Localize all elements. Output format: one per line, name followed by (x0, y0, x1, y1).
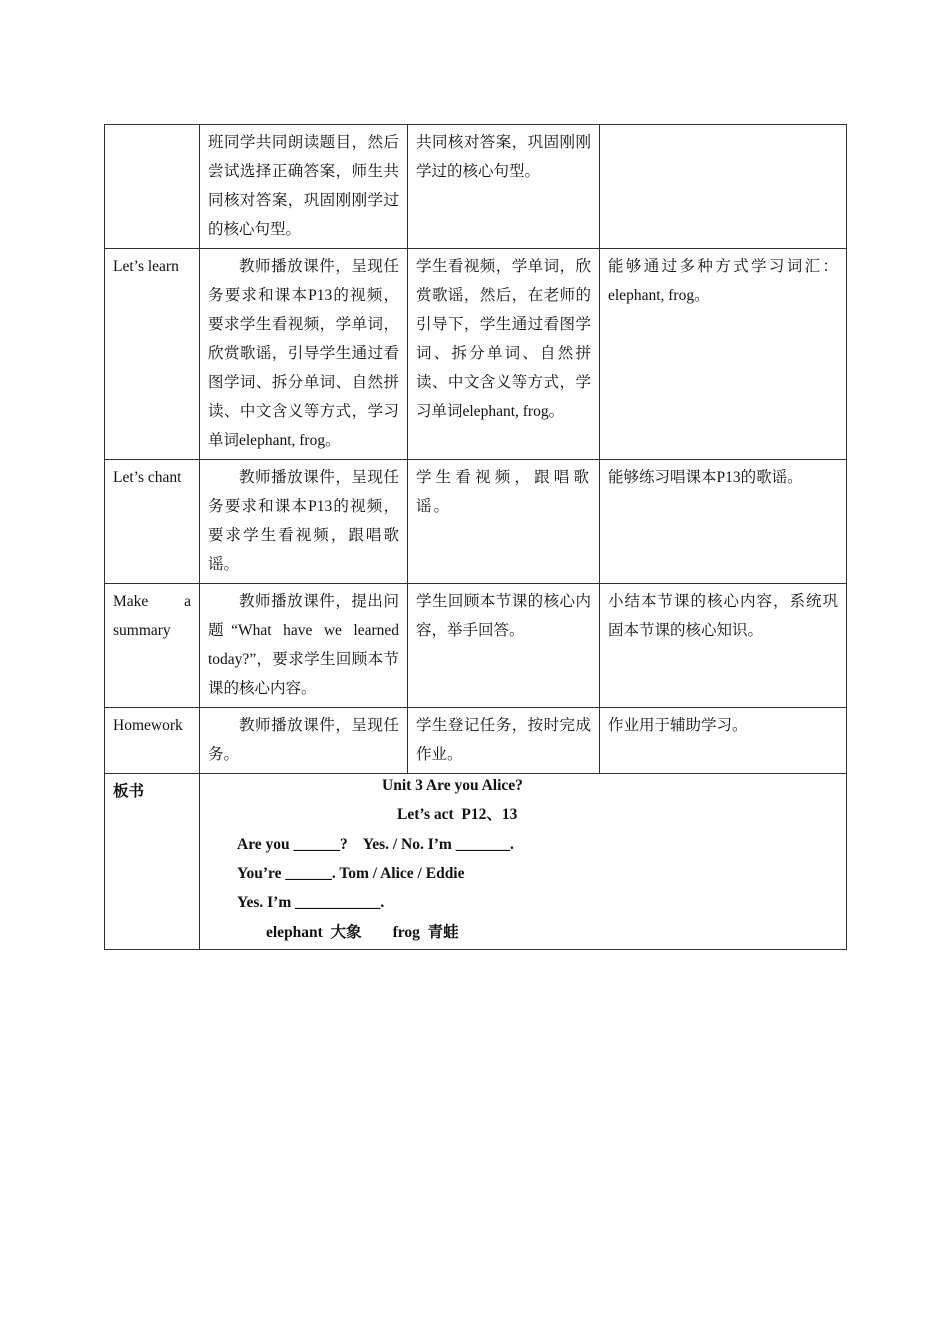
teacher-activity-cell: 教师播放课件，呈现任务要求和课本P13的视频，要求学生看视频，跟唱歌谣。 (200, 460, 408, 584)
stage-cell (105, 584, 200, 708)
student-activity-cell: 学生看视频，学单词，欣赏歌谣，然后，在老师的引导下，学生通过看图学词、拆分单词、自然拼读、中文含义等方式，学习单词elephant, frog。 (408, 249, 600, 460)
purpose-cell: 能够通过多种方式学习词汇：elephant, frog。 (600, 249, 847, 460)
stage-word: summary (113, 622, 171, 639)
table-row (105, 460, 847, 584)
board-sentence: Yes. I’m ___________. (237, 894, 385, 911)
student-activity-cell: 学生登记任务，按时完成作业。 (408, 708, 600, 774)
blackboard-design (200, 774, 846, 949)
teacher-activity-cell: 教师播放课件，提出问题“What have we learned today?”，要求学生回顾本节课的核心内容。 (200, 584, 408, 708)
purpose-cell: 作业用于辅助学习。 (600, 708, 847, 774)
board-label-cell: 板书 (105, 774, 200, 950)
table-row (105, 249, 847, 460)
table-row (105, 708, 847, 774)
stage-word: Make (113, 593, 149, 610)
table-row (105, 584, 847, 708)
table-row (105, 125, 847, 249)
stage-cell: Homework (105, 708, 200, 774)
stage-cell: Let’s learn (105, 249, 200, 460)
student-activity-cell: 共同核对答案，巩固刚刚学过的核心句型。 (408, 125, 600, 249)
stage-cell (105, 125, 200, 249)
lesson-plan-table (104, 124, 847, 950)
board-subtitle: Let’s act P12、13 (397, 806, 518, 823)
purpose-cell (600, 125, 847, 249)
purpose-cell: 小结本节课的核心内容，系统巩固本节课的核心知识。 (600, 584, 847, 708)
board-sentence: You’re ______. Tom / Alice / Eddie (237, 865, 465, 882)
stage-word: a (184, 593, 191, 610)
purpose-cell: 能够练习唱课本P13的歌谣。 (600, 460, 847, 584)
teacher-activity-cell: 教师播放课件，呈现任务要求和课本P13的视频，要求学生看视频，学单词，欣赏歌谣，引导学生通过看图学词、拆分单词、自然拼读、中文含义等方式，学习单词elephant, frog。 (200, 249, 408, 460)
teacher-activity-cell: 班同学共同朗读题目，然后尝试选择正确答案，师生共同核对答案，巩固刚刚学过的核心句型。 (200, 125, 408, 249)
student-activity-cell: 学生看视频，跟唱歌谣。 (408, 460, 600, 584)
board-sentence: Are you ______? Yes. / No. I’m _______. (237, 836, 514, 853)
student-activity-cell: 学生回顾本节课的核心内容，举手回答。 (408, 584, 600, 708)
table-row (105, 774, 847, 950)
teacher-activity-cell: 教师播放课件，呈现任务。 (200, 708, 408, 774)
board-title: Unit 3 Are you Alice? (382, 777, 523, 794)
board-vocabulary: elephant 大象 frog 青蛙 (266, 924, 459, 941)
board-content-cell (200, 774, 847, 950)
stage-cell: Let’s chant (105, 460, 200, 584)
